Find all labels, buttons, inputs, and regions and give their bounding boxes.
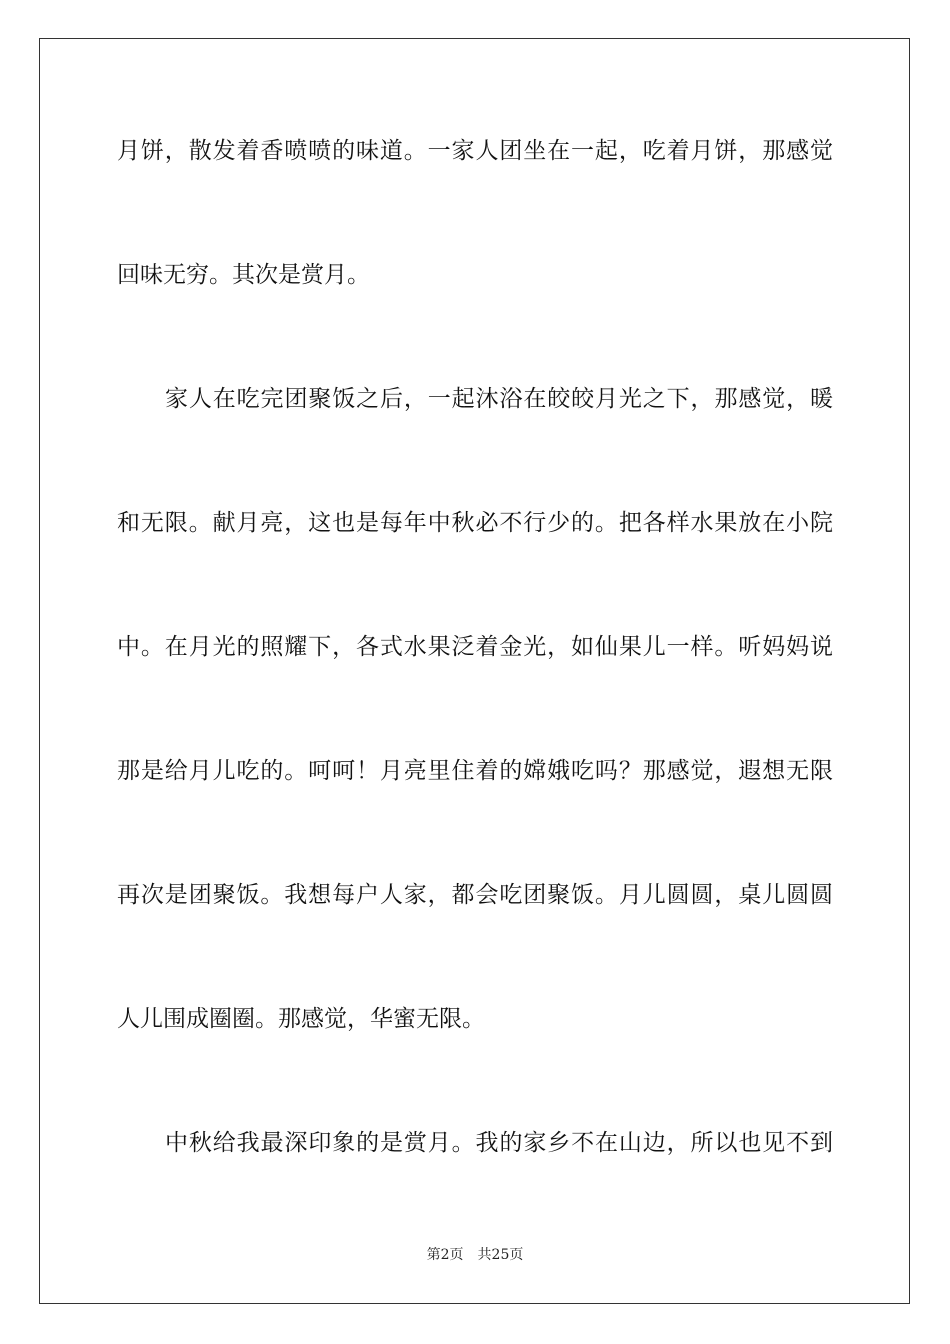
page-total: 共25页 [477, 1247, 524, 1263]
body-text-line: 月饼，散发着香喷喷的味道。一家人团坐在一起，吃着月饼，那感觉 [117, 138, 833, 164]
page-number: 第2页 [426, 1247, 464, 1263]
page-footer [0, 1245, 950, 1265]
body-text-line: 中秋给我最深印象的是赏月。我的家乡不在山边，所以也见不到 [165, 1130, 833, 1156]
body-text-line: 再次是团聚饭。我想每户人家，都会吃团聚饭。月儿圆圆，桌儿圆圆 [117, 882, 833, 908]
body-text-line: 家人在吃完团聚饭之后，一起沐浴在皎皎月光之下，那感觉，暖 [165, 386, 833, 412]
body-text-line: 中。在月光的照耀下，各式水果泛着金光，如仙果儿一样。听妈妈说 [117, 634, 833, 660]
body-text-line: 和无限。献月亮，这也是每年中秋必不行少的。把各样水果放在小院 [117, 510, 833, 536]
body-text-line: 回味无穷。其次是赏月。 [117, 262, 370, 288]
page-frame [39, 38, 910, 1304]
body-text-line: 那是给月儿吃的。呵呵！月亮里住着的嫦娥吃吗？那感觉，遐想无限 [117, 758, 833, 784]
body-text-line: 人儿围成圈圈。那感觉，华蜜无限。 [117, 1006, 485, 1032]
